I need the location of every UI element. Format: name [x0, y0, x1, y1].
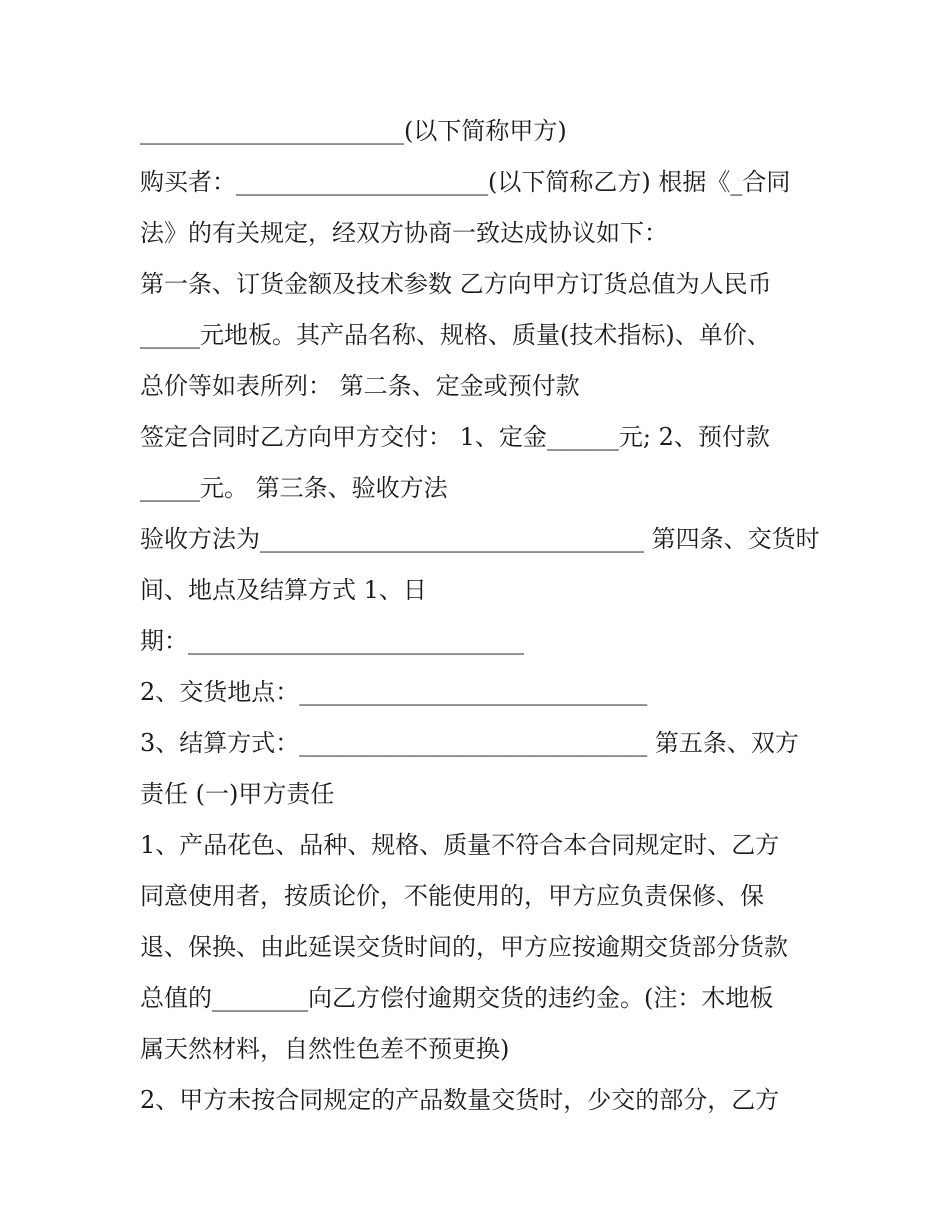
article-3-heading-line: _____元。 第三条、验收方法 — [140, 474, 448, 502]
delivery-heading-line: 间、地点及结算方式 1、日 — [140, 576, 427, 604]
duty-1-line-2: 同意使用者，按质论价，不能使用的，甲方应负责保修、保 — [140, 882, 764, 910]
inspection-method-line: 验收方法为________________________________ 第四条、交货时 — [140, 525, 820, 553]
article-2-heading-line: 总价等如表所列： 第二条、定金或预付款 — [140, 372, 580, 400]
buyer-line: 购买者：_____________________(以下简称乙方) 根据《_合同 — [140, 168, 791, 196]
settlement-method-line: 3、结算方式：_____________________________ 第五条、双方 — [140, 729, 799, 757]
deposit-line: 签定合同时乙方向甲方交付： 1、定金______元; 2、预付款 — [140, 423, 770, 451]
delivery-date-line: 期：____________________________ — [140, 627, 524, 655]
agreement-intro-line: 法》的有关规定，经双方协商一致达成协议如下： — [140, 219, 668, 247]
contract-body — [140, 106, 830, 1126]
article-1-line: 第一条、订货金额及技术参数 乙方向甲方订货总值为人民币 — [140, 270, 772, 298]
duty-1-note-line: 属天然材料，自然性色差不预更换) — [140, 1035, 510, 1063]
delivery-place-line: 2、交货地点：_____________________________ — [140, 678, 648, 706]
article-1-detail-line: _____元地板。其产品名称、规格、质量(技术指标)、单价、 — [140, 321, 771, 349]
duty-1-line-4: 总值的________向乙方偿付逾期交货的违约金。(注：木地板 — [140, 984, 774, 1012]
party-a-line: ______________________(以下简称甲方) — [140, 117, 567, 145]
duty-2-line-1: 2、甲方未按合同规定的产品数量交货时，少交的部分，乙方 — [140, 1086, 780, 1114]
party-a-duties-heading-line: 责任 (一)甲方责任 — [140, 780, 335, 808]
duty-1-line-1: 1、产品花色、品种、规格、质量不符合本合同规定时、乙方 — [140, 831, 780, 859]
duty-1-line-3: 退、保换、由此延误交货时间的，甲方应按逾期交货部分货款 — [140, 933, 788, 961]
